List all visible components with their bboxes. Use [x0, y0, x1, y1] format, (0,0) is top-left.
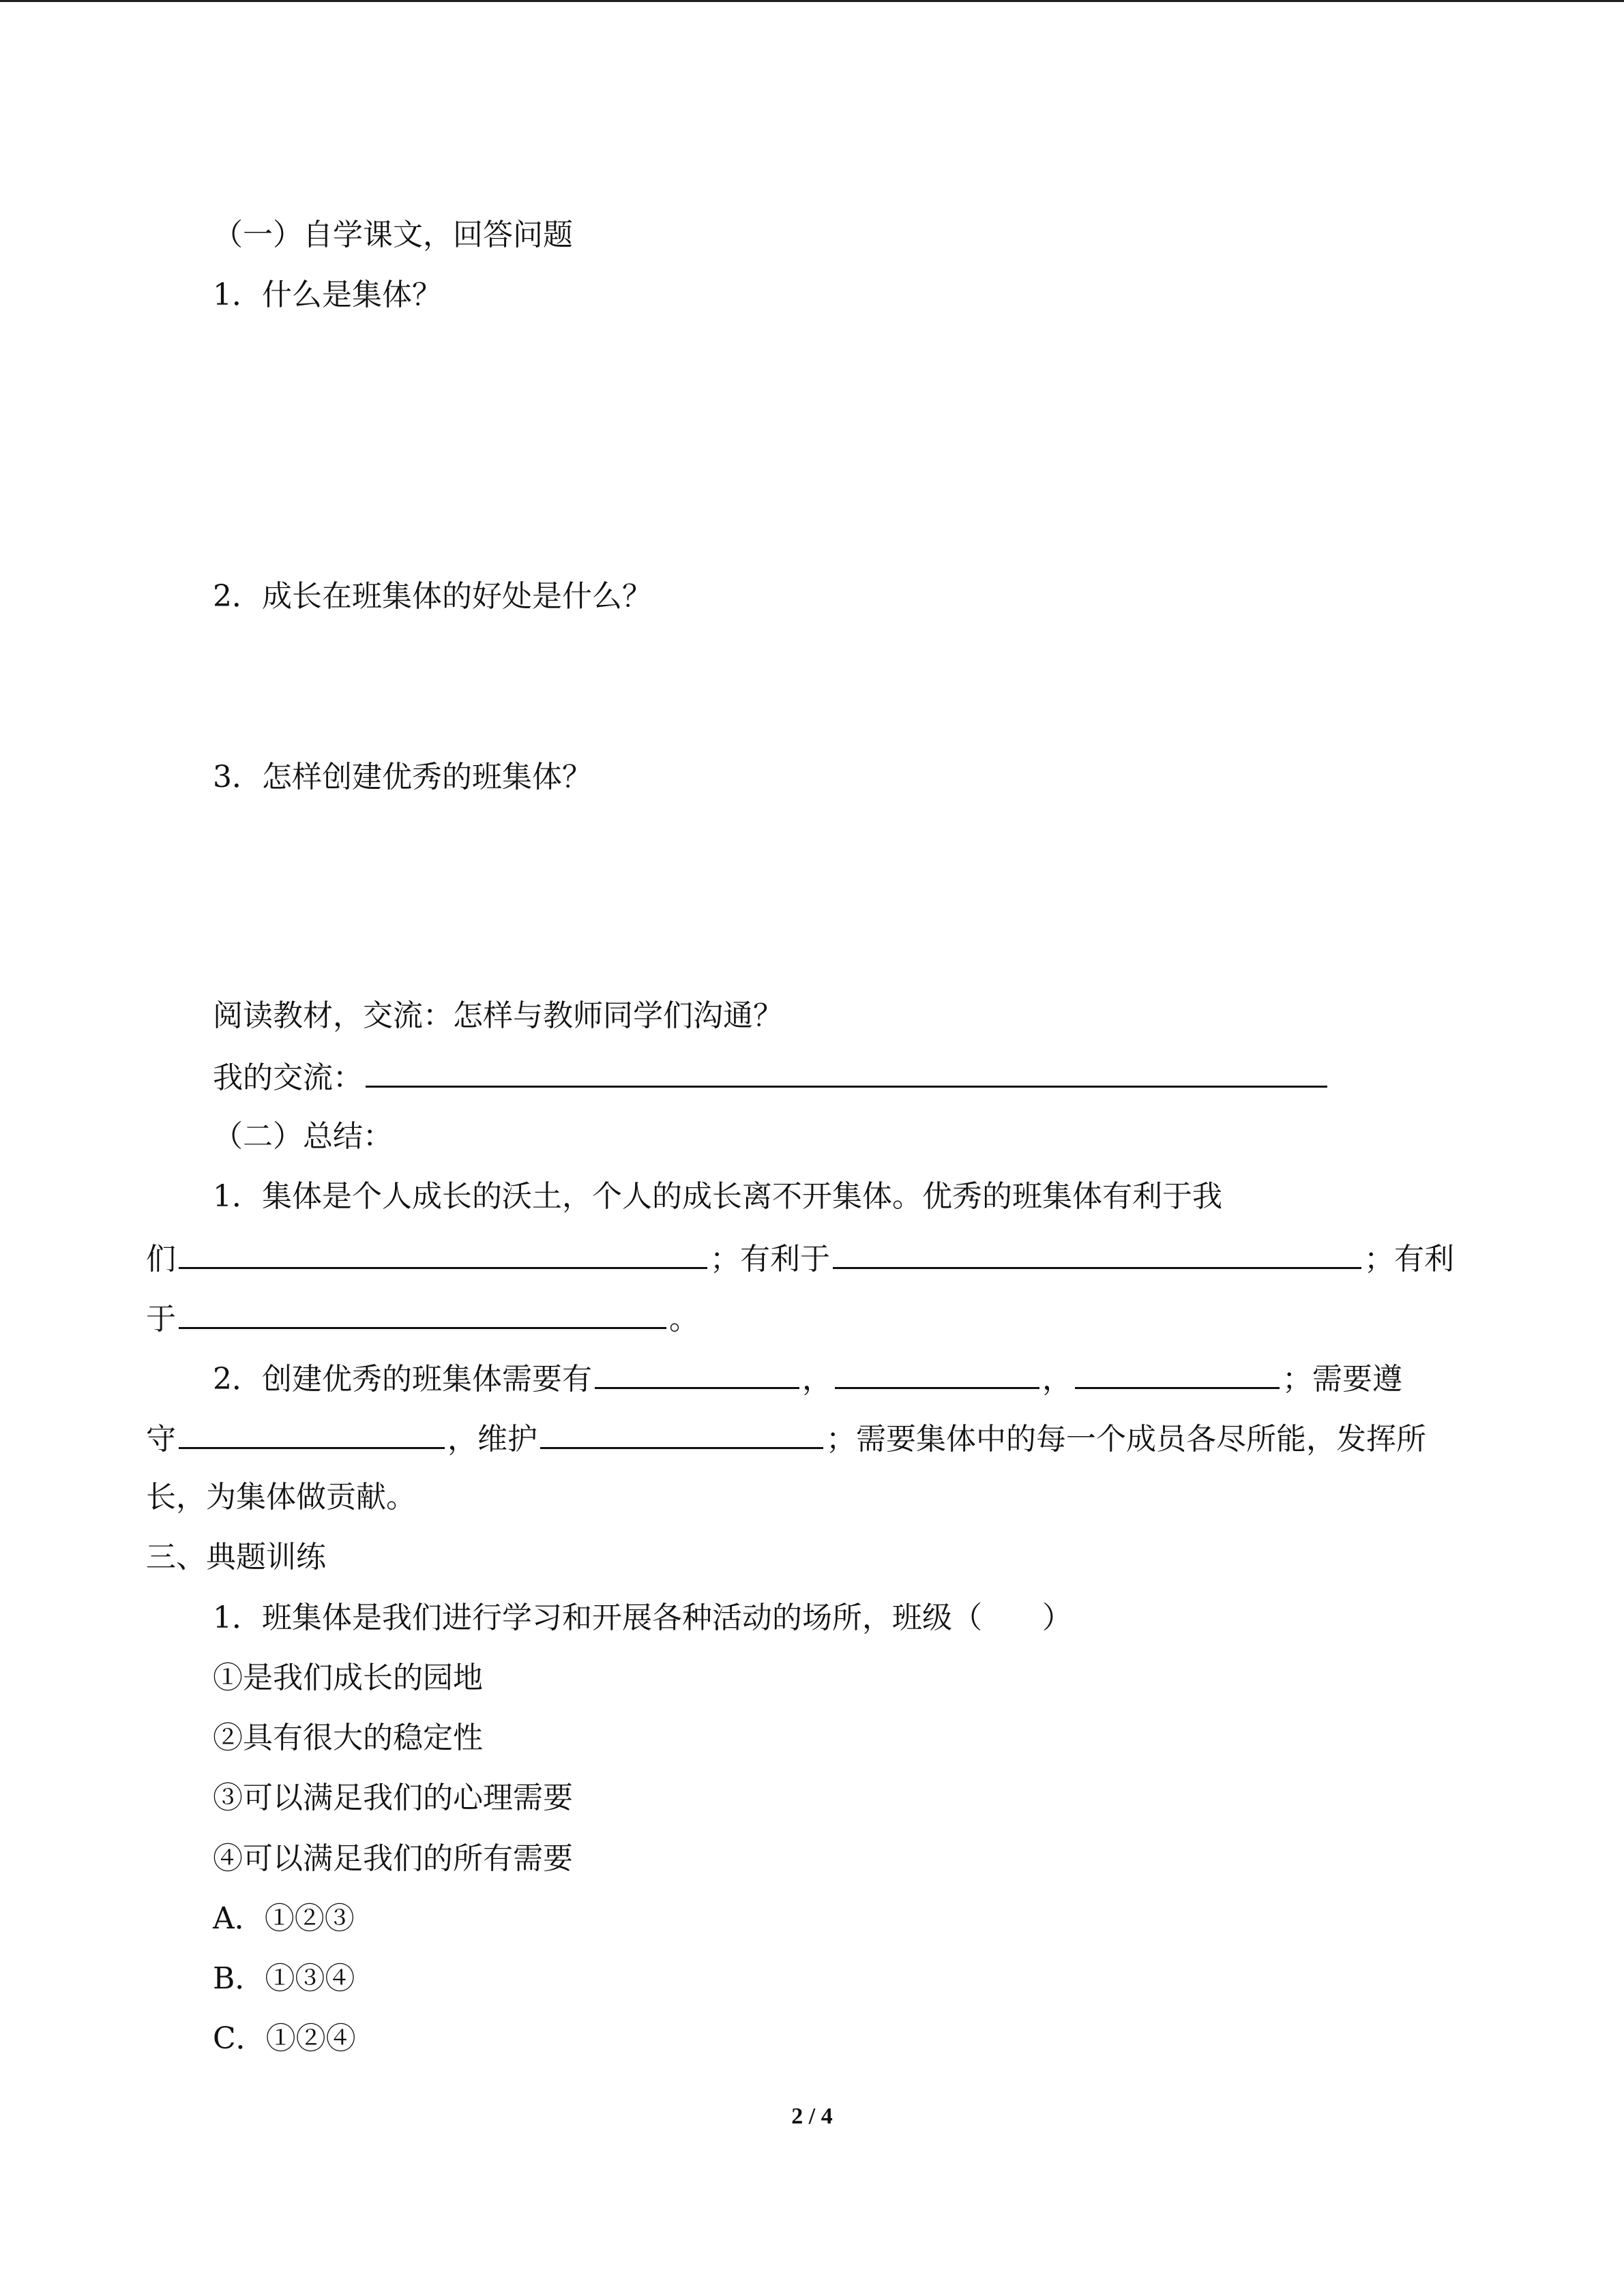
summary-1-text-d: 于	[146, 1302, 176, 1337]
my-exchange-label: 我的交流：	[213, 1060, 363, 1095]
summary-2-blank-1[interactable]	[595, 1357, 799, 1389]
summary-2-blank-2[interactable]	[835, 1357, 1039, 1389]
reading-prompt: 阅读教材，交流：怎样与教师同学们沟通？	[213, 998, 783, 1033]
summary-1-blank-1[interactable]	[179, 1237, 707, 1269]
page-number: 2 / 4	[791, 2104, 833, 2129]
answer-choice-c[interactable]: C．①②④	[213, 2021, 356, 2056]
question-3: 3．怎样创建优秀的班集体？	[213, 760, 592, 794]
summary-1-text-b: ；有利于	[710, 1242, 830, 1277]
my-exchange-row	[213, 1056, 1330, 1099]
section-heading-practice: 三、典题训练	[146, 1540, 326, 1575]
page-top-border	[0, 0, 1624, 2]
summary-2-blank-4[interactable]	[179, 1417, 445, 1449]
option-4: ④可以满足我们的所有需要	[213, 1841, 573, 1876]
summary-1-text-e: 。	[669, 1302, 699, 1337]
summary-2-text-c: ，	[1042, 1362, 1072, 1397]
section-heading-self-study: （一）自学课文，回答问题	[213, 218, 573, 252]
answer-choice-a[interactable]: A．①②③	[213, 1901, 355, 1936]
section-heading-summary: （二）总结：	[213, 1119, 393, 1154]
question-1: 1．什么是集体？	[213, 278, 442, 312]
summary-2-text-e: 守	[146, 1422, 176, 1457]
summary-2-text-a: 2．创建优秀的班集体需要有	[213, 1362, 592, 1397]
summary-1-text-c: ；有利	[1364, 1242, 1454, 1277]
summary-1-text-a: 们	[146, 1242, 176, 1277]
summary-2-line-1	[213, 1357, 1402, 1400]
option-1: ①是我们成长的园地	[213, 1660, 483, 1695]
summary-2-blank-3[interactable]	[1075, 1357, 1280, 1389]
summary-2-text-g: ；需要集体中的每一个成员各尽所能，发挥所	[826, 1422, 1426, 1457]
summary-2-text-b: ，	[802, 1362, 832, 1397]
summary-2-blank-5[interactable]	[540, 1417, 823, 1449]
summary-2-line-2	[146, 1417, 1426, 1460]
summary-2-text-f: ，维护	[447, 1422, 537, 1457]
summary-1-blank-3[interactable]	[179, 1297, 666, 1329]
summary-1-blank-2[interactable]	[833, 1237, 1361, 1269]
option-3: ③可以满足我们的心理需要	[213, 1780, 573, 1815]
practice-question-1: 1．班集体是我们进行学习和开展各种活动的场所，班级（ ）	[213, 1600, 1072, 1635]
summary-1-line-2	[146, 1237, 1454, 1280]
summary-1-line-3	[146, 1297, 699, 1340]
option-2: ②具有很大的稳定性	[213, 1720, 483, 1755]
summary-2-text-d: ；需要遵	[1282, 1362, 1402, 1397]
summary-2-line-3: 长，为集体做贡献。	[146, 1480, 416, 1515]
my-exchange-blank[interactable]	[366, 1056, 1327, 1088]
question-2: 2．成长在班集体的好处是什么？	[213, 579, 652, 614]
summary-1-line-1: 1．集体是个人成长的沃土，个人的成长离不开集体。优秀的班集体有利于我	[213, 1179, 1222, 1214]
answer-choice-b[interactable]: B．①③④	[213, 1961, 355, 1996]
